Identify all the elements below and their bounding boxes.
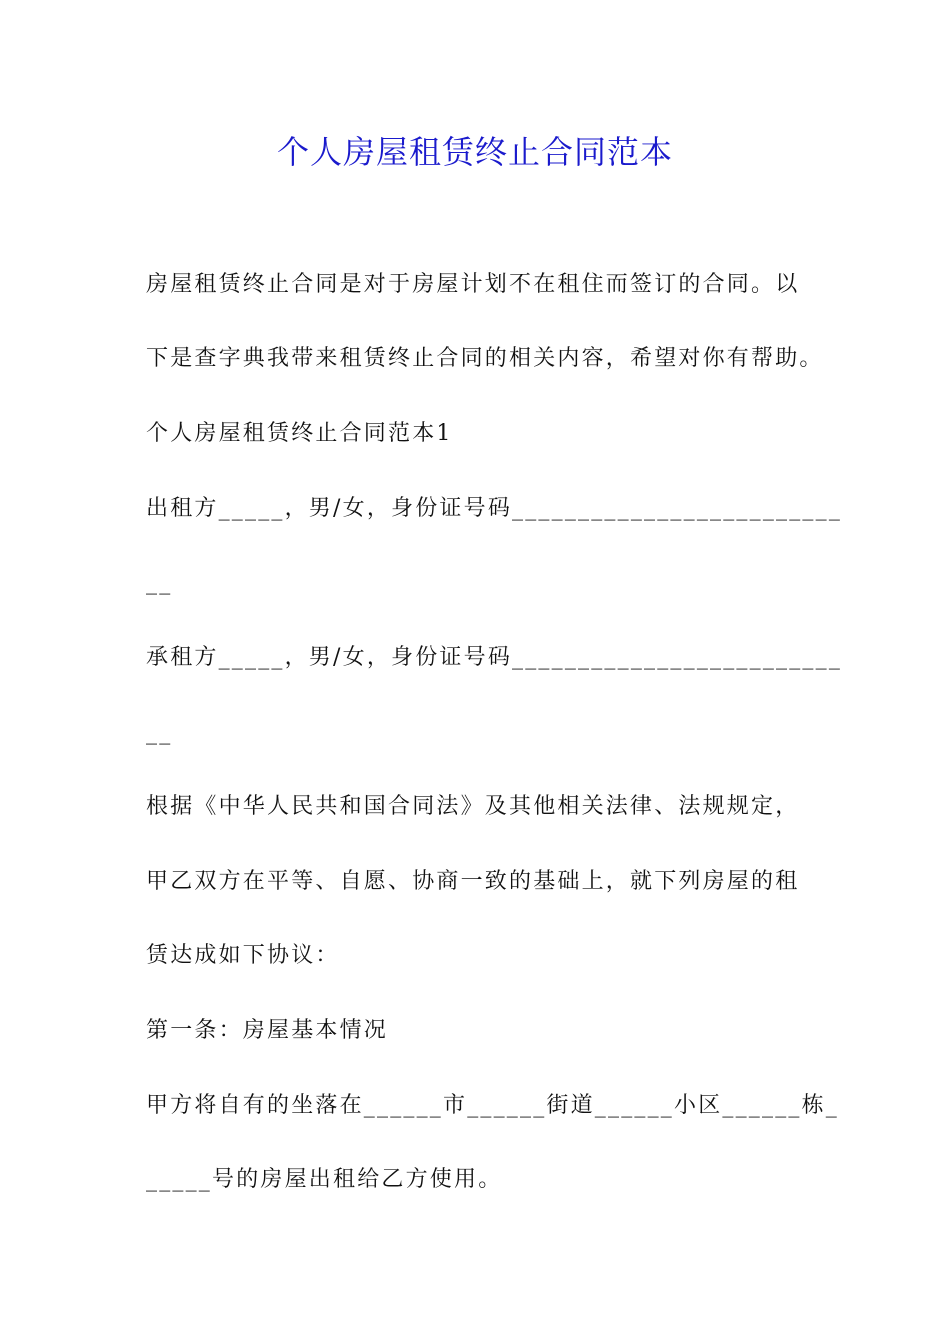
paragraph-line: 根据《中华人民共和国合同法》及其他相关法律、法规规定，: [146, 794, 800, 819]
paragraph-line: 甲乙双方在平等、自愿、协商一致的基础上，就下列房屋的租: [146, 869, 800, 894]
paragraph-line: 下是查字典我带来租赁终止合同的相关内容，希望对你有帮助。: [146, 346, 824, 371]
article-heading: 第一条：房屋基本情况: [146, 1018, 389, 1043]
paragraph-line: 房屋租赁终止合同是对于房屋计划不在租住而签订的合同。以: [146, 272, 800, 297]
lessee-line: 承租方_____，男/女，身份证号码_________________________: [146, 645, 843, 670]
lessor-line-continuation: __: [146, 570, 173, 595]
lessee-line-continuation: __: [146, 720, 173, 745]
section-heading: 个人房屋租赁终止合同范本1: [146, 421, 453, 446]
paragraph-line: _____号的房屋出租给乙方使用。: [146, 1167, 503, 1192]
paragraph-line: 甲方将自有的坐落在______市______街道______小区______栋_: [146, 1093, 840, 1118]
lessor-line: 出租方_____，男/女，身份证号码_________________________: [146, 496, 843, 521]
document-title: 个人房屋租赁终止合同范本: [276, 133, 673, 171]
paragraph-line: 赁达成如下协议：: [146, 943, 340, 968]
